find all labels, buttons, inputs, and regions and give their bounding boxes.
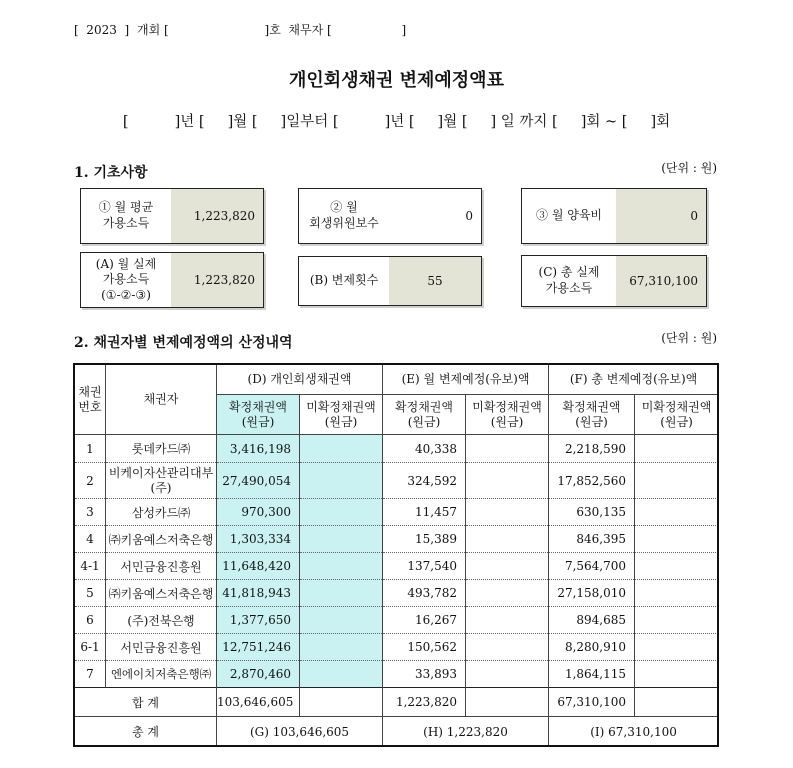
court-label: 개회 [: [137, 23, 169, 37]
subtotal-label: 합 계: [75, 688, 217, 717]
row-f-unconfirmed: [635, 607, 719, 634]
header-d: (D) 개인회생채권액: [217, 365, 383, 395]
header-creditor: 채권자: [106, 365, 217, 435]
row-f-unconfirmed: [635, 634, 719, 661]
section2-unit: (단위 : 원): [661, 331, 717, 345]
support-label: ③ 월 양육비: [522, 189, 616, 243]
total-h: (H) 1,223,820: [383, 717, 549, 747]
header-d-unconfirmed: 미확정채권액 (원금): [300, 395, 383, 435]
committee-value: 0: [465, 209, 473, 223]
subtotal-e: 1,223,820: [383, 688, 466, 717]
row-creditor: 삼성카드㈜: [106, 499, 217, 526]
section1-title: 1. 기초사항: [74, 165, 148, 181]
row-e-unconfirmed: [466, 634, 549, 661]
table-row: [75, 553, 719, 580]
subtotal-f: 67,310,100: [549, 688, 635, 717]
committee-box: [298, 188, 482, 244]
support-value: 0: [616, 189, 706, 243]
row-d-unconfirmed: [300, 634, 383, 661]
subtotal-d: 103,646,605: [217, 688, 300, 717]
row-e-unconfirmed: [466, 607, 549, 634]
row-d-unconfirmed: [300, 607, 383, 634]
row-f-unconfirmed: [635, 580, 719, 607]
row-d-unconfirmed: [300, 526, 383, 553]
row-creditor: 롯데카드㈜: [106, 435, 217, 463]
debtor-close: ]: [401, 23, 407, 37]
row-d-confirmed: 41,818,943: [217, 580, 300, 607]
row-no: 5: [75, 580, 106, 607]
row-no: 3: [75, 499, 106, 526]
total-income-label: (C) 총 실제 가용소득: [538, 265, 600, 295]
row-f-confirmed: 846,395: [549, 526, 635, 553]
row-e-confirmed: 40,338: [383, 435, 466, 463]
row-f-unconfirmed: [635, 463, 719, 499]
table-row: [75, 634, 719, 661]
period-line: [ ]년 [ ]월 [ ]일부터 [ ]년 [ ]월 [ ] 일 까지 [ ]회 ~ [ ]회: [122, 114, 671, 130]
count-value: 55: [389, 257, 481, 305]
row-d-unconfirmed: [300, 580, 383, 607]
row-f-confirmed: 7,564,700: [549, 553, 635, 580]
avg-income-label: ① 월 평균 가용소득: [98, 200, 154, 230]
row-creditor: ㈜키움예스저축은행: [106, 526, 217, 553]
row-d-confirmed: 970,300: [217, 499, 300, 526]
row-e-unconfirmed: [466, 526, 549, 553]
court-close: ]호 채무자 [: [264, 23, 332, 37]
subtotal-row: [75, 688, 719, 717]
row-e-unconfirmed: [466, 435, 549, 463]
row-e-confirmed: 16,267: [383, 607, 466, 634]
row-d-unconfirmed: [300, 435, 383, 463]
row-no: 6: [75, 607, 106, 634]
year-field: [ 2023 ]: [74, 23, 130, 37]
row-d-unconfirmed: [300, 553, 383, 580]
table-row: [75, 499, 719, 526]
total-row: [75, 717, 719, 747]
header-e: (E) 월 변제예정(유보)액: [383, 365, 549, 395]
row-f-confirmed: 17,852,560: [549, 463, 635, 499]
row-creditor: 비케이자산관리대부 (주): [106, 463, 217, 499]
table-row: [75, 463, 719, 499]
header-f-unconfirmed: 미확정채권액 (원금): [635, 395, 719, 435]
row-f-confirmed: 2,218,590: [549, 435, 635, 463]
page-title: 개인회생채권 변제예정액표: [289, 70, 504, 91]
row-no: 7: [75, 661, 106, 688]
row-d-unconfirmed: [300, 463, 383, 499]
row-no: 4: [75, 526, 106, 553]
case-header: [74, 21, 406, 38]
row-d-confirmed: 11,648,420: [217, 553, 300, 580]
total-income-value: 67,310,100: [616, 256, 706, 306]
row-no: 1: [75, 435, 106, 463]
row-creditor: 서민금융진흥원: [106, 553, 217, 580]
header-e-confirmed: 확정채권액 (원금): [383, 395, 466, 435]
total-g: (G) 103,646,605: [217, 717, 383, 747]
count-box: [298, 256, 482, 306]
subtotal-d-unconfirmed: [300, 688, 383, 717]
actual-income-value: 1,223,820: [171, 253, 263, 307]
row-e-unconfirmed: [466, 463, 549, 499]
row-e-confirmed: 11,457: [383, 499, 466, 526]
header-no: 채권 번호: [75, 365, 106, 435]
row-e-confirmed: 324,592: [383, 463, 466, 499]
row-d-confirmed: 2,870,460: [217, 661, 300, 688]
section2-title: 2. 채권자별 변제예정액의 산정내역: [74, 335, 293, 351]
row-d-unconfirmed: [300, 661, 383, 688]
row-d-confirmed: 1,303,334: [217, 526, 300, 553]
table-row: [75, 661, 719, 688]
row-f-unconfirmed: [635, 661, 719, 688]
row-e-confirmed: 137,540: [383, 553, 466, 580]
row-e-unconfirmed: [466, 661, 549, 688]
row-f-confirmed: 630,135: [549, 499, 635, 526]
table-row: [75, 526, 719, 553]
table-row: [75, 435, 719, 463]
row-no: 4-1: [75, 553, 106, 580]
row-e-confirmed: 150,562: [383, 634, 466, 661]
row-f-confirmed: 27,158,010: [549, 580, 635, 607]
subtotal-e-unconfirmed: [466, 688, 549, 717]
row-e-confirmed: 493,782: [383, 580, 466, 607]
row-d-confirmed: 12,751,246: [217, 634, 300, 661]
row-d-confirmed: 1,377,650: [217, 607, 300, 634]
row-f-unconfirmed: [635, 526, 719, 553]
row-f-unconfirmed: [635, 499, 719, 526]
support-box: [521, 188, 707, 244]
total-income-box: [521, 255, 707, 307]
row-creditor: 서민금융진흥원: [106, 634, 217, 661]
header-d-confirmed: 확정채권액 (원금): [217, 395, 300, 435]
committee-label: ② 월 회생위원보수: [309, 200, 379, 230]
repayment-table: [74, 364, 719, 747]
actual-income-label: (A) 월 실제 가용소득 (①-②-③): [95, 256, 157, 302]
table-row: [75, 580, 719, 607]
row-d-unconfirmed: [300, 499, 383, 526]
subtotal-f-unconfirmed: [635, 688, 719, 717]
row-e-confirmed: 15,389: [383, 526, 466, 553]
header-f: (F) 총 변제예정(유보)액: [549, 365, 719, 395]
total-label: 총 계: [75, 717, 217, 747]
avg-income-box: [80, 188, 264, 244]
avg-income-value: 1,223,820: [171, 189, 263, 243]
count-label: (B) 변제횟수: [309, 273, 379, 288]
header-e-unconfirmed: 미확정채권액 (원금): [466, 395, 549, 435]
row-e-unconfirmed: [466, 553, 549, 580]
row-d-confirmed: 27,490,054: [217, 463, 300, 499]
row-f-confirmed: 1,864,115: [549, 661, 635, 688]
row-e-confirmed: 33,893: [383, 661, 466, 688]
total-i: (I) 67,310,100: [549, 717, 719, 747]
row-e-unconfirmed: [466, 580, 549, 607]
row-creditor: (주)전북은행: [106, 607, 217, 634]
row-creditor: 엔에이치저축은행㈜: [106, 661, 217, 688]
row-no: 6-1: [75, 634, 106, 661]
row-d-confirmed: 3,416,198: [217, 435, 300, 463]
row-f-unconfirmed: [635, 553, 719, 580]
row-creditor: ㈜키움예스저축은행: [106, 580, 217, 607]
table-row: [75, 607, 719, 634]
row-no: 2: [75, 463, 106, 499]
actual-income-box: [80, 252, 264, 308]
row-f-confirmed: 8,280,910: [549, 634, 635, 661]
row-f-unconfirmed: [635, 435, 719, 463]
section1-unit: (단위 : 원): [661, 161, 717, 175]
header-f-confirmed: 확정채권액 (원금): [549, 395, 635, 435]
row-e-unconfirmed: [466, 499, 549, 526]
row-f-confirmed: 894,685: [549, 607, 635, 634]
